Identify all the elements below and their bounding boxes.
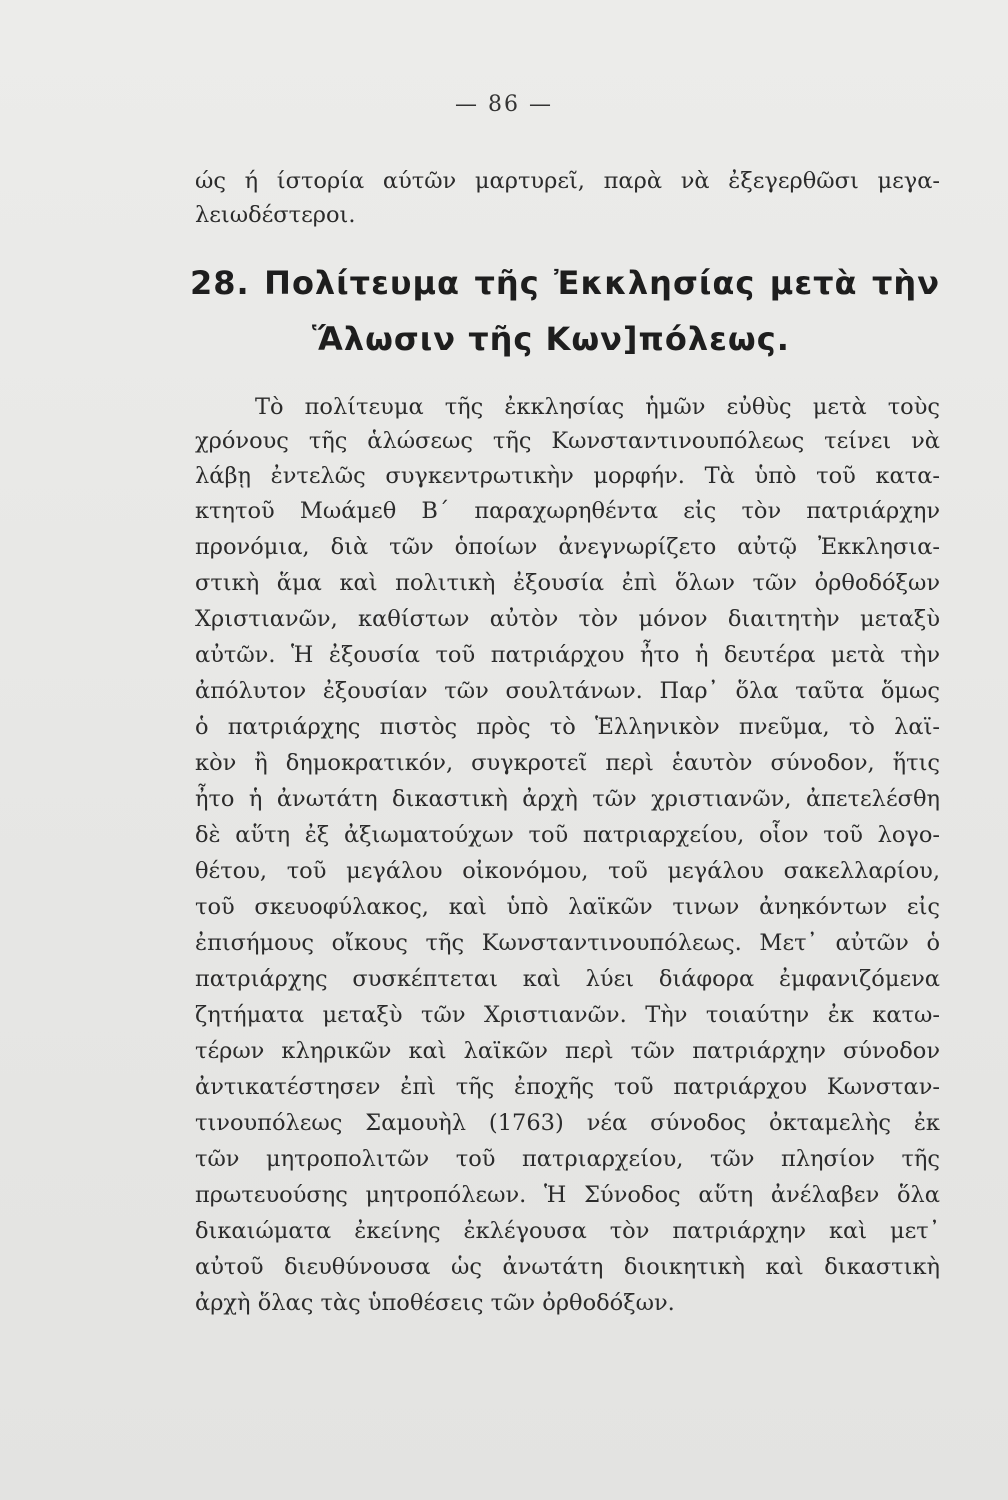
body-line: τέρων κληρικῶν καὶ λαϊκῶν περὶ τῶν πατριάρχην σύνοδον [195, 1038, 940, 1064]
body-line: ἀρχὴ ὅλας τὰς ὑποθέσεις τῶν ὀρθοδόξων. [195, 1290, 675, 1316]
section-heading-line-1: 28. Πολίτευμα τῆς Ἐκκλησίας μετὰ τὴν [190, 264, 940, 302]
body-line: πρωτευούσης μητροπόλεων. Ἡ Σύνοδος αὕτη ἀνέλαβεν ὅλα [195, 1182, 940, 1208]
body-line: ἦτο ἡ ἀνωτάτη δικαστικὴ ἀρχὴ τῶν χριστιανῶν, ἀπετελέσθη [195, 786, 940, 812]
body-line: ἀπόλυτον ἐξουσίαν τῶν σουλτάνων. Παρ᾽ ὅλα ταῦτα ὅμως [195, 678, 940, 704]
body-line: τοῦ σκευοφύλακος, καὶ ὑπὸ λαϊκῶν τινων ἀνηκόντων εἰς [195, 894, 940, 920]
body-line: στικὴ ἅμα καὶ πολιτικὴ ἐξουσία ἐπὶ ὅλων τῶν ὀρθοδόξων [195, 570, 940, 596]
body-line: χρόνους τῆς ἁλώσεως τῆς Κωνσταντινουπόλεως τείνει νὰ [195, 428, 940, 454]
body-line: Χριστιανῶν, καθίστων αὐτὸν τὸν μόνον διαιτητὴν μεταξὺ [195, 606, 940, 632]
page-number: — 86 — [455, 92, 553, 117]
body-line: κτητοῦ Μωάμεθ Β΄ παραχωρηθέντα εἰς τὸν πατριάρχην [195, 498, 940, 524]
body-line: ἐπισήμους οἴκους τῆς Κωνσταντινουπόλεως. Μετ᾽ αὐτῶν ὁ [195, 930, 940, 956]
body-line: πατριάρχης συσκέπτεται καὶ λύει διάφορα ἐμφανιζόμενα [195, 966, 940, 992]
body-line: λάβῃ ἐντελῶς συγκεντρωτικὴν μορφήν. Τὰ ὑπὸ τοῦ κατα- [195, 463, 940, 489]
body-line: ὁ πατριάρχης πιστὸς πρὸς τὸ Ἑλληνικὸν πνεῦμα, τὸ λαϊ- [195, 714, 940, 740]
intro-line: ώς ή ίστορία αύτῶν μαρτυρεῖ, παρὰ νὰ ἐξεγερθῶσι μεγα- [195, 168, 940, 194]
section-heading-line-2: Ἅλωσιν τῆς Κων]πόλεως. [312, 320, 790, 358]
body-line: Τὸ πολίτευμα τῆς ἐκκλησίας ἡμῶν εὐθὺς μετὰ τοὺς [255, 394, 940, 420]
body-line: δὲ αὕτη ἐξ ἀξιωματούχων τοῦ πατριαρχείου, οἷον τοῦ λογο- [195, 822, 940, 848]
body-line: αὐτῶν. Ἡ ἐξουσία τοῦ πατριάρχου ἦτο ἡ δευτέρα μετὰ τὴν [195, 642, 940, 668]
body-line: τῶν μητροπολιτῶν τοῦ πατριαρχείου, τῶν πλησίον τῆς [195, 1146, 940, 1172]
body-line: θέτου, τοῦ μεγάλου οἰκονόμου, τοῦ μεγάλου σακελλαρίου, [195, 858, 940, 884]
body-line: κὸν ἢ δημοκρατικόν, συγκροτεῖ περὶ ἑαυτὸν σύνοδον, ἥτις [195, 750, 940, 776]
body-line: ζητήματα μεταξὺ τῶν Χριστιανῶν. Τὴν τοιαύτην ἐκ κατω- [195, 1002, 940, 1028]
body-line: αὐτοῦ διευθύνουσα ὡς ἀνωτάτη διοικητικὴ καὶ δικαστικὴ [195, 1254, 940, 1280]
intro-line: λειωδέστεροι. [195, 202, 356, 228]
body-line: δικαιώματα ἐκείνης ἐκλέγουσα τὸν πατριάρχην καὶ μετ᾽ [195, 1218, 940, 1244]
body-line: τινουπόλεως Σαμουὴλ (1763) νέα σύνοδος ὀκταμελὴς ἐκ [195, 1110, 940, 1136]
body-line: ἀντικατέστησεν ἐπὶ τῆς ἐποχῆς τοῦ πατριάρχου Κωνσταν- [195, 1074, 940, 1100]
body-line: προνόμια, διὰ τῶν ὁποίων ἀνεγνωρίζετο αὐτῷ Ἐκκλησια- [195, 534, 940, 560]
